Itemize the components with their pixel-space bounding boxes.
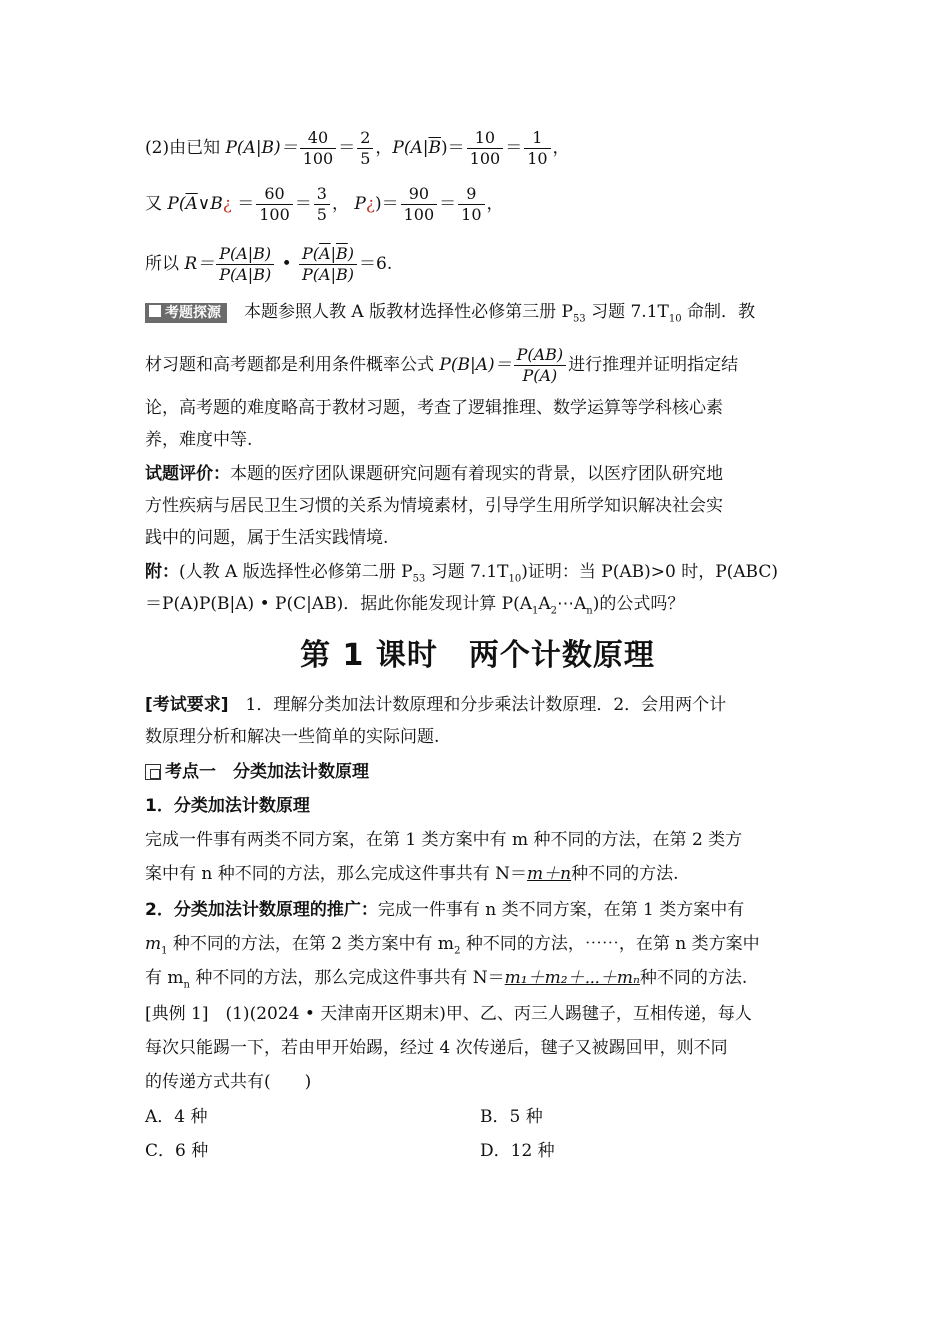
denominator [216, 265, 274, 285]
denominator: 5 [360, 149, 371, 168]
option-c: C．6 种 [145, 1141, 209, 1161]
fraction [299, 244, 357, 285]
source-line-4: 养，难度中等. [145, 430, 253, 450]
denominator: 10 [527, 149, 548, 168]
formula: P(A|B)＝ [225, 138, 298, 158]
solution-line-3 [145, 244, 392, 285]
text: 习题 7.1T [585, 302, 669, 322]
principle-line-2 [145, 862, 679, 886]
text: 又 [145, 194, 168, 214]
text: 材习题和高考题都是利用条件概率公式 [145, 355, 440, 375]
formula: ) [347, 265, 354, 284]
formula: $\overline{B}$ [428, 138, 441, 158]
formula: ¿ [365, 194, 375, 214]
denominator: 10 [461, 205, 482, 224]
answer-underline: m＋n [527, 864, 572, 884]
subscript: 53 [572, 313, 586, 325]
numerator: 60 [256, 184, 293, 205]
formula: )＝ [441, 138, 465, 158]
generalization-line-1 [145, 898, 744, 922]
equals: ＝ [294, 194, 312, 214]
text: 命制．教 [681, 302, 755, 322]
text: 所以 [145, 254, 185, 274]
formula: P(B|A)＝ [439, 355, 512, 375]
text: 进行推理并证明指定结 [568, 355, 739, 375]
principle-line-1: 完成一件事有两类不同方案，在第 1 类方案中有 m 种不同的方法，在第 2 类方 [145, 830, 743, 850]
denominator [299, 265, 357, 285]
text: ⋯A [557, 594, 587, 614]
text: (2)由已知 [145, 138, 226, 158]
text: 本题参照人教 A 版教材选择性必修第三册 P [244, 302, 573, 322]
text: 习题 7.1T [425, 562, 509, 582]
subscript: 10 [668, 313, 682, 325]
text: 本题的医疗团队课题研究问题有着现实的背景，以医疗团队研究地 [230, 464, 723, 484]
evaluation-label: 试题评价： [145, 464, 230, 484]
kaodian-label: 考点一 分类加法计数原理 [165, 762, 369, 782]
source-line-3: 论，高考题的难度略高于教材习题，考查了逻辑推理、数学运算等学科核心素 [145, 398, 723, 418]
formula: P(A| [392, 138, 429, 158]
requirements-line-1 [145, 693, 726, 717]
generalization-line-3 [145, 966, 747, 997]
subscript: 2 [550, 605, 558, 617]
denominator: 100 [469, 149, 501, 168]
subscript: 2 [454, 945, 461, 957]
text: 种不同的方法. [571, 864, 679, 884]
fraction [314, 184, 330, 225]
formula: m [145, 934, 162, 954]
badge-square-icon [149, 305, 161, 317]
appendix-line-2 [145, 592, 684, 623]
numerator: 40 [300, 128, 337, 149]
formula: P( [167, 194, 186, 214]
text: )证明：当 P(AB)>0 时，P(ABC) [521, 562, 778, 582]
text: ＝6. [359, 254, 393, 274]
text: 1．理解分类加法计数原理和分步乘法计数原理．2．会用两个计 [228, 695, 727, 715]
formula: $\overline{A}$ [319, 244, 331, 263]
evaluation-line-3: 践中的问题，属于生活实践情境. [145, 528, 389, 548]
equals: ＝ [505, 138, 523, 158]
text: A [538, 594, 551, 614]
numerator: 10 [467, 128, 504, 149]
formula: | [330, 244, 336, 263]
formula: ) [347, 244, 355, 263]
numerator: 2 [357, 128, 373, 149]
equals: ＝ [338, 138, 356, 158]
formula: P [354, 194, 366, 214]
numerator: P(A|B) [216, 244, 274, 265]
formula: P(A| [302, 265, 336, 284]
denominator: P(A) [522, 366, 558, 385]
appendix-line-1 [145, 560, 778, 591]
solution-line-1 [145, 128, 570, 169]
option-a: A．4 种 [145, 1107, 208, 1127]
denominator: 100 [259, 205, 290, 224]
fraction [300, 128, 337, 169]
text: ， [552, 138, 570, 158]
lesson-heading: 第 1 课时 两个计数原理 [300, 638, 655, 673]
formula: $\overline{A}$ [236, 265, 248, 284]
fraction [256, 184, 293, 225]
source-badge [145, 303, 227, 323]
badge-label: 考题探源 [165, 305, 221, 321]
formula: $\overline{B}$ [336, 244, 348, 263]
numerator: 90 [401, 184, 438, 205]
generalization-line-2 [145, 932, 760, 963]
formula: ¿ [222, 194, 232, 214]
kaodian-title [145, 760, 369, 784]
fraction [357, 128, 373, 169]
text: (1)(2024 • 天津南开区期末)甲、乙、丙三人踢毽子，互相传递，每人 [208, 1004, 752, 1024]
text: )的公式吗？ [592, 594, 685, 614]
answer-underline: m₁＋m₂＋⋯＋mₙ [504, 968, 640, 988]
text: 完成一件事有 n 类不同方案，在第 1 类方案中有 [377, 900, 745, 920]
source-line-1 [145, 300, 755, 331]
subscript: n [183, 979, 190, 991]
subscript: 53 [412, 573, 426, 585]
equals: ＝ [439, 194, 457, 214]
numerator: 3 [314, 184, 330, 205]
text: 有 m [145, 968, 184, 988]
formula: P( [302, 244, 320, 263]
formula: )＝ [374, 194, 399, 214]
formula: $\overline{B}$ [335, 265, 348, 284]
evaluation-line-2: 方性疾病与居民卫生习惯的关系为情境素材，引导学生用所学知识解决社会实 [145, 496, 723, 516]
formula: ∨B [197, 194, 223, 214]
subscript: 10 [508, 573, 522, 585]
principle-title: 1．分类加法计数原理 [145, 796, 310, 816]
formula: ＝ [231, 194, 255, 214]
fraction [458, 184, 484, 225]
source-line-2 [145, 345, 738, 386]
fraction [216, 244, 274, 285]
option-d: D．12 种 [480, 1141, 555, 1161]
denominator: 100 [403, 205, 435, 224]
formula: |B) [247, 265, 272, 284]
formula: R＝ [184, 254, 215, 274]
text: 种不同的方法，那么完成这件事共有 N＝ [189, 968, 505, 988]
text: 种不同的方法，在第 2 类方案中有 m [167, 934, 455, 954]
text: • [276, 254, 298, 274]
fraction [467, 128, 504, 169]
example-label: [典例 1] [145, 1004, 209, 1024]
requirements-label: [考试要求] [145, 695, 229, 715]
option-b: B．5 种 [480, 1107, 543, 1127]
example-line-1 [145, 1002, 752, 1026]
denominator: 5 [316, 205, 327, 224]
formula: $\overline{A}$ [185, 194, 198, 214]
fraction [524, 128, 550, 169]
text: 案中有 n 种不同的方法，那么完成这件事共有 N＝ [145, 864, 528, 884]
solution-line-2 [145, 184, 504, 225]
denominator: 100 [302, 149, 334, 168]
text: ， [331, 194, 355, 214]
appendix-label: 附： [145, 562, 179, 582]
fraction [401, 184, 438, 225]
formula: P( [219, 265, 237, 284]
numerator: 1 [524, 128, 550, 149]
subscript: 1 [531, 605, 539, 617]
evaluation-line-1 [145, 462, 723, 486]
numerator [299, 244, 357, 265]
text: 种不同的方法. [639, 968, 748, 988]
numerator: 9 [458, 184, 484, 205]
text: 种不同的方法，⋯⋯，在第 n 类方案中 [460, 934, 760, 954]
text: ， [486, 194, 504, 214]
example-line-2: 每次只能踢一下，若由甲开始踢，经过 4 次传递后，毽子又被踢回甲，则不同 [145, 1038, 728, 1058]
fraction [514, 345, 567, 386]
text: (人教 A 版选择性必修第二册 P [179, 562, 413, 582]
subscript: n [586, 605, 593, 617]
example-line-3: 的传递方式共有( ) [145, 1072, 312, 1092]
text: ， [375, 138, 393, 158]
generalization-title: 2．分类加法计数原理的推广： [145, 900, 378, 920]
requirements-line-2: 数原理分析和解决一些简单的实际问题. [145, 727, 440, 747]
section-icon [145, 764, 161, 780]
numerator: P(AB) [514, 345, 567, 366]
text: ＝P(A)P(B|A) • P(C|AB)．据此你能发现计算 P(A [145, 594, 532, 614]
subscript: 1 [161, 945, 168, 957]
